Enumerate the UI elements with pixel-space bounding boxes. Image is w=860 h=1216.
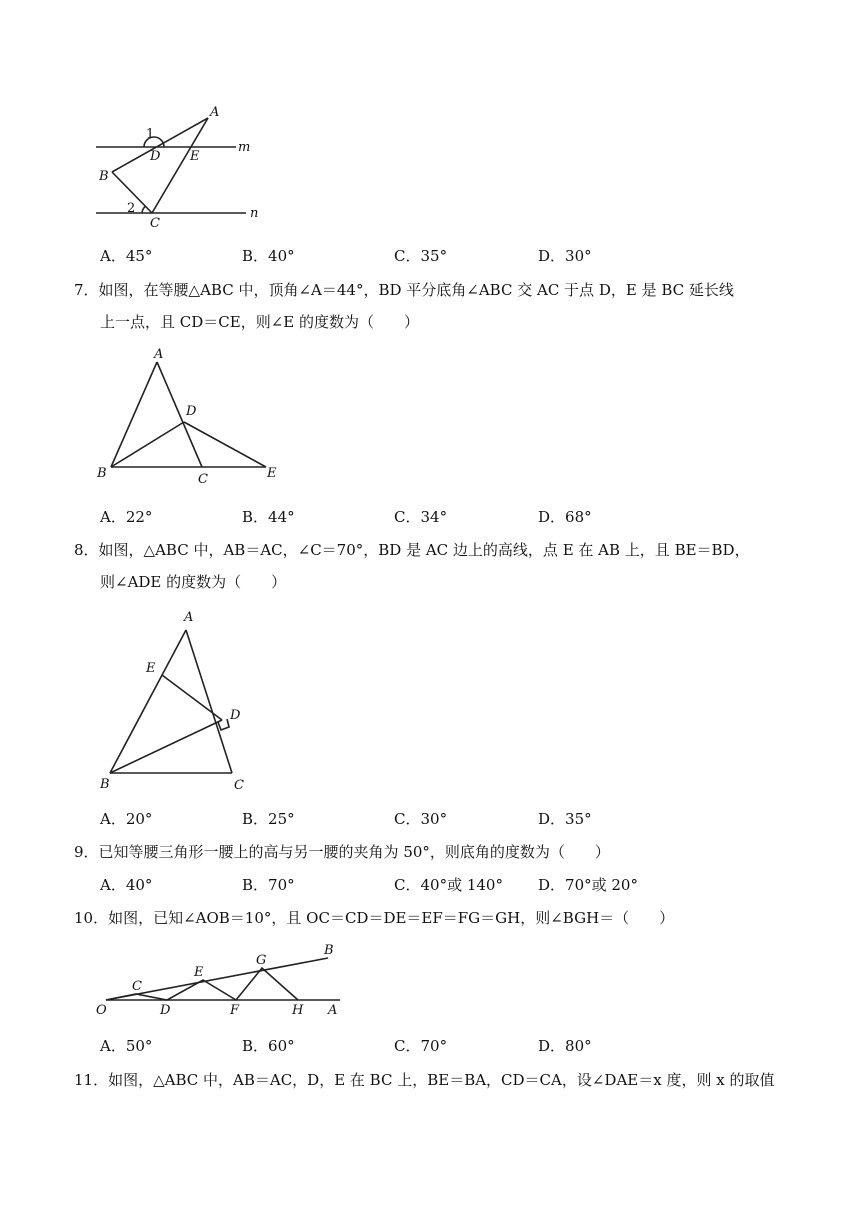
q6-label-angle1: 1 <box>146 127 155 142</box>
q7-segment-de <box>184 422 266 467</box>
q8-option-a: A．20° <box>100 810 153 828</box>
q8-option-c: C．30° <box>394 810 448 828</box>
q6-label-a: A <box>210 105 220 120</box>
q10-label-f: F <box>230 1003 240 1018</box>
q7-option-a: A．22° <box>100 508 153 526</box>
q10-label-o: O <box>96 1003 107 1018</box>
q7-label-e: E <box>267 466 277 481</box>
q6-label-n: n <box>250 206 259 221</box>
q10-label-h: H <box>292 1003 304 1018</box>
q7-text-line2: 上一点，且 CD＝CE，则∠E 的度数为（ ） <box>100 313 419 331</box>
q9-options <box>100 874 800 894</box>
q6-segment-ac <box>152 118 208 213</box>
q6-angle2-arc <box>142 206 146 213</box>
q7-option-c: C．34° <box>394 508 448 526</box>
q10-label-d: D <box>160 1003 171 1018</box>
q10-label-c: C <box>132 979 142 994</box>
q10-label-b: B <box>324 943 334 958</box>
q6-option-c: C．35° <box>394 247 448 265</box>
q7-label-c: C <box>198 472 208 487</box>
q6-figure <box>90 100 270 230</box>
q8-label-b: B <box>100 777 110 792</box>
q9-option-b: B．70° <box>242 876 295 894</box>
q8-segment-ac <box>186 630 232 773</box>
q6-option-a: A．45° <box>100 247 153 265</box>
q8-segment-ed <box>162 675 222 720</box>
q9-text-line1: 9．已知等腰三角形一腰上的高与另一腰的夹角为 50°，则底角的度数为（ ） <box>74 843 610 861</box>
q8-label-d: D <box>230 708 241 723</box>
q11-text-line1: 11．如图，△ABC 中，AB＝AC，D，E 在 BC 上，BE＝BA，CD＝CA，设∠DAE＝x 度，则 x 的取值 <box>74 1071 775 1089</box>
q10-label-g: G <box>256 953 267 968</box>
q7-option-d: D．68° <box>538 508 592 526</box>
q10-text-line1: 10．如图，已知∠AOB＝10°，且 OC＝CD＝DE＝EF＝FG＝GH，则∠BGH＝（ ） <box>74 909 675 927</box>
q6-options <box>100 245 800 265</box>
q10-option-d: D．80° <box>538 1037 592 1055</box>
q7-segment-bd <box>111 422 184 467</box>
q10-label-e: E <box>194 965 204 980</box>
q8-label-e: E <box>146 661 156 676</box>
q6-label-m: m <box>238 140 251 155</box>
q10-label-a: A <box>328 1003 338 1018</box>
q6-option-b: B．40° <box>242 247 295 265</box>
q10-option-b: B．60° <box>242 1037 295 1055</box>
q8-figure <box>90 602 290 802</box>
q7-option-b: B．44° <box>242 508 295 526</box>
q10-option-c: C．70° <box>394 1037 448 1055</box>
q8-option-d: D．35° <box>538 810 592 828</box>
q8-text-line1: 8．如图，△ABC 中，AB＝AC，∠C＝70°，BD 是 AC 边上的高线，点 E 在 AB 上，且 BE＝BD， <box>74 541 750 559</box>
q6-label-e: E <box>190 149 200 164</box>
q6-label-b: B <box>99 169 109 184</box>
q8-segment-ab <box>110 630 186 773</box>
q8-options <box>100 808 800 828</box>
q7-text-line1: 7．如图，在等腰△ABC 中，顶角∠A＝44°，BD 平分底角∠ABC 交 AC 于点 D，E 是 BC 延长线 <box>74 281 734 299</box>
q8-label-a: A <box>184 610 194 625</box>
q7-label-d: D <box>186 404 197 419</box>
q6-label-d: D <box>150 149 161 164</box>
q10-option-a: A．50° <box>100 1037 153 1055</box>
q7-label-a: A <box>154 347 164 362</box>
q10-options <box>100 1035 800 1055</box>
q7-options <box>100 506 800 526</box>
q7-segment-ab <box>111 362 157 467</box>
q6-option-d: D．30° <box>538 247 592 265</box>
q6-label-angle2: 2 <box>127 201 136 216</box>
q9-option-d: D．70°或 20° <box>538 876 638 894</box>
q8-option-b: B．25° <box>242 810 295 828</box>
q8-text-line2: 则∠ADE 的度数为（ ） <box>100 573 287 591</box>
q7-label-b: B <box>97 466 107 481</box>
q9-option-c: C．40°或 140° <box>394 876 503 894</box>
q7-figure <box>90 342 300 490</box>
q6-label-c: C <box>150 216 160 230</box>
q8-segment-bd <box>110 720 222 773</box>
q9-option-a: A．40° <box>100 876 153 894</box>
q8-label-c: C <box>234 778 244 793</box>
q10-figure <box>90 940 360 1020</box>
